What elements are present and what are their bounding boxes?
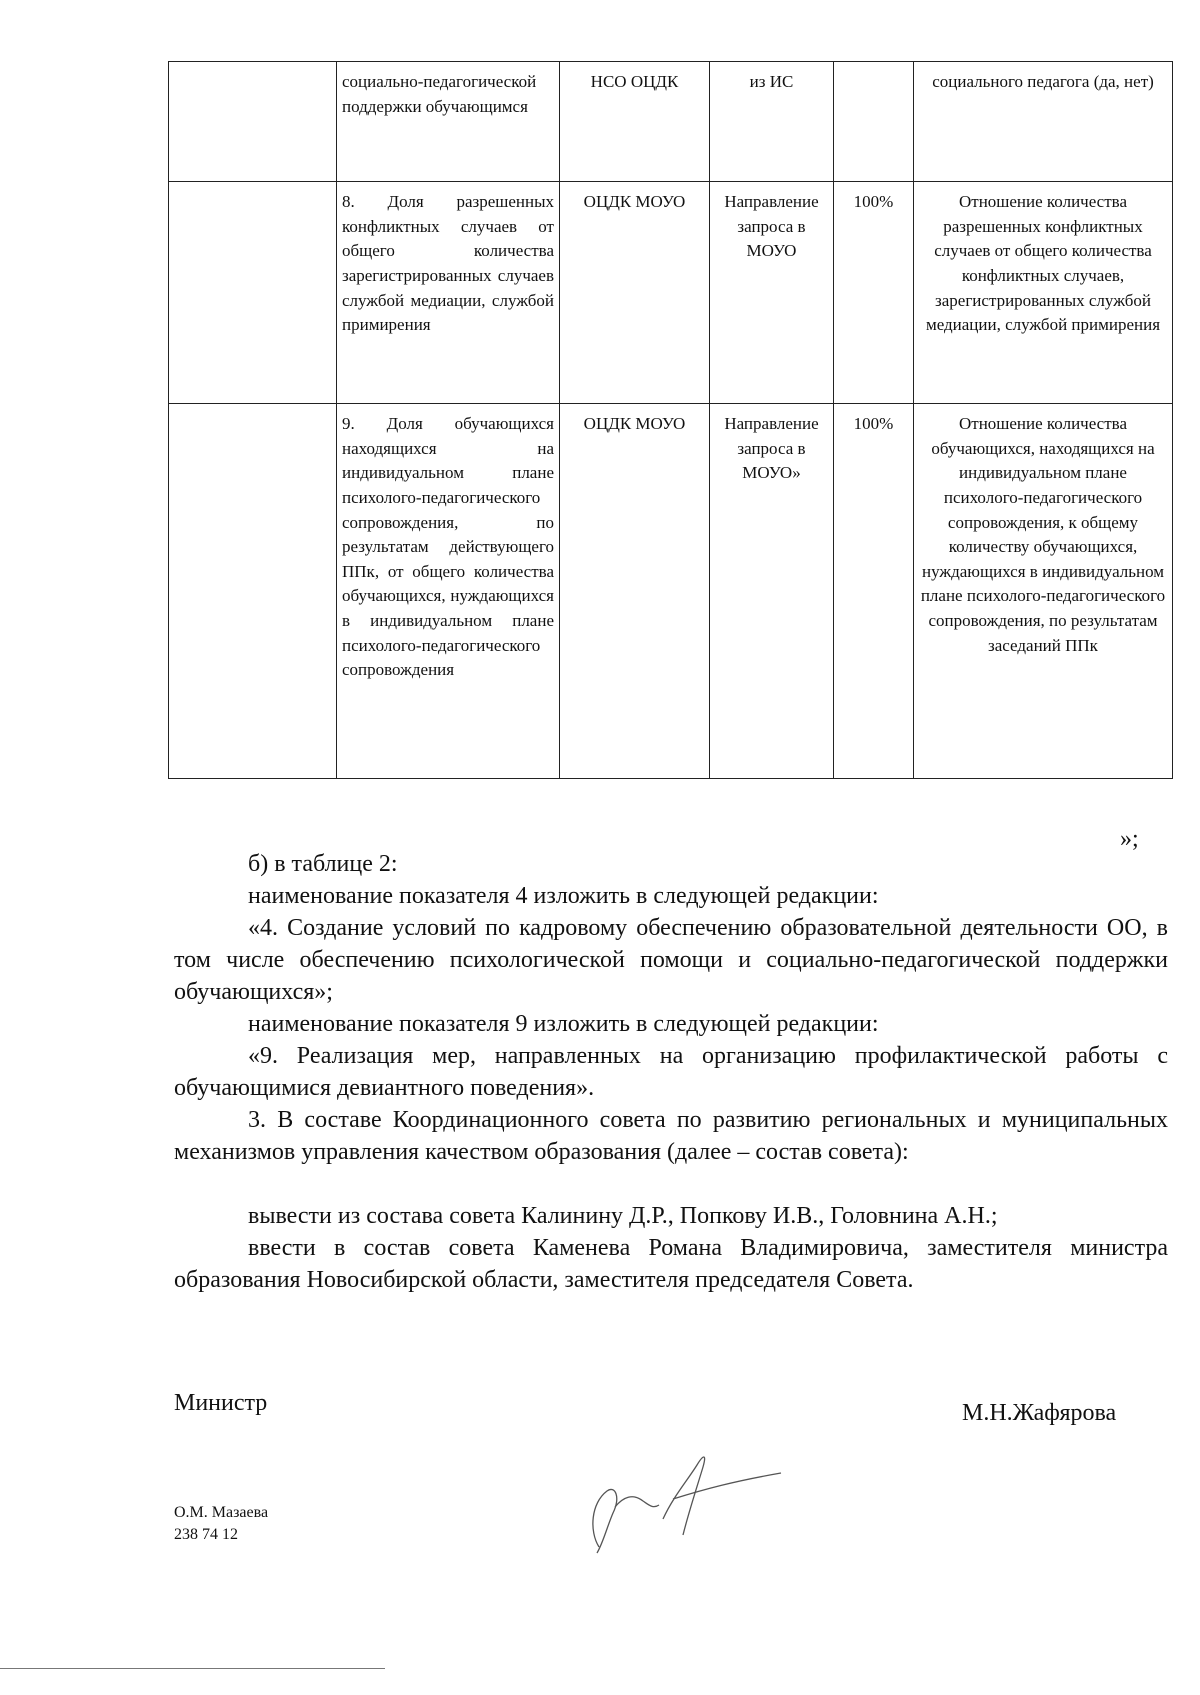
paragraph: ввести в состав совета Каменева Романа Владимировича, заместителя министра образования Новосибирской области, заместителя председателя Совета. xyxy=(174,1235,1168,1293)
paragraph: б) в таблице 2: xyxy=(248,851,398,877)
indicators-table xyxy=(168,61,1173,779)
calculation-cell: социального педагога (да, нет) xyxy=(914,62,1173,182)
source-cell: из ИС xyxy=(710,62,834,182)
responsible-cell: ОЦДК МОУО xyxy=(560,404,710,779)
paragraph: наименование показателя 4 изложить в следующей редакции: xyxy=(248,883,879,909)
table-cell-empty xyxy=(169,182,337,404)
source-cell: Направление запроса в МОУО» xyxy=(710,404,834,779)
source-cell: Направление запроса в МОУО xyxy=(710,182,834,404)
signer-position: Министр xyxy=(174,1390,268,1416)
value-cell: 100% xyxy=(834,182,914,404)
responsible-cell: НСО ОЦДК xyxy=(560,62,710,182)
paragraph: 3. В составе Координационного совета по развитию региональных и муниципальных механизмов управления качеством образования (далее – состав совета): xyxy=(174,1107,1168,1165)
indicator-name-cell: 9. Доля обучающихся находящихся на индивидуальном плане психолого-педагогического сопровождения, по результатам действующего ППк, от общего количества обучающихся, нуждающихся в индивидуальном плане психолого-педагогического сопровождения xyxy=(337,404,560,779)
table-row xyxy=(169,182,1173,404)
paragraph: «9. Реализация мер, направленных на организацию профилактической работы с обучающимися девиантного поведения». xyxy=(174,1043,1168,1101)
signer-name: М.Н.Жафярова xyxy=(962,1400,1117,1426)
value-cell xyxy=(834,62,914,182)
executor-phone: 238 74 12 xyxy=(174,1526,238,1543)
calculation-cell: Отношение количества разрешенных конфликтных случаев от общего количества конфликтных случаев, зарегистрированных службой медиации, службой примирения xyxy=(914,182,1173,404)
footer-divider xyxy=(0,1668,385,1669)
handwritten-signature xyxy=(585,1435,795,1565)
calculation-cell: Отношение количества обучающихся, находящихся на индивидуальном плане психолого-педагогического сопровождения, к общему количеству обучающихся, нуждающихся в индивидуальном плане психолого-педагогического сопровождения, по результатам заседаний ППк xyxy=(914,404,1173,779)
paragraph: «4. Создание условий по кадровому обеспечению образовательной деятельности ОО, в том числе обеспечению психологической помощи и социально-педагогической поддержки обучающихся»; xyxy=(174,915,1168,1005)
table-closing-quote: »; xyxy=(1120,826,1139,852)
responsible-cell: ОЦДК МОУО xyxy=(560,182,710,404)
paragraph: вывести из состава совета Калинину Д.Р., Попкову И.В., Головнина А.Н.; xyxy=(248,1203,998,1229)
table-row xyxy=(169,404,1173,779)
paragraph: наименование показателя 9 изложить в следующей редакции: xyxy=(248,1011,879,1037)
table-row xyxy=(169,62,1173,182)
table-cell-empty xyxy=(169,404,337,779)
executor-name: О.М. Мазаева xyxy=(174,1504,269,1521)
table-cell-empty xyxy=(169,62,337,182)
indicator-name-cell: 8. Доля разрешенных конфликтных случаев от общего количества зарегистрированных случаев службой медиации, службой примирения xyxy=(337,182,560,404)
value-cell: 100% xyxy=(834,404,914,779)
indicator-name-cell: социально-педагогической поддержки обучающимся xyxy=(337,62,560,182)
